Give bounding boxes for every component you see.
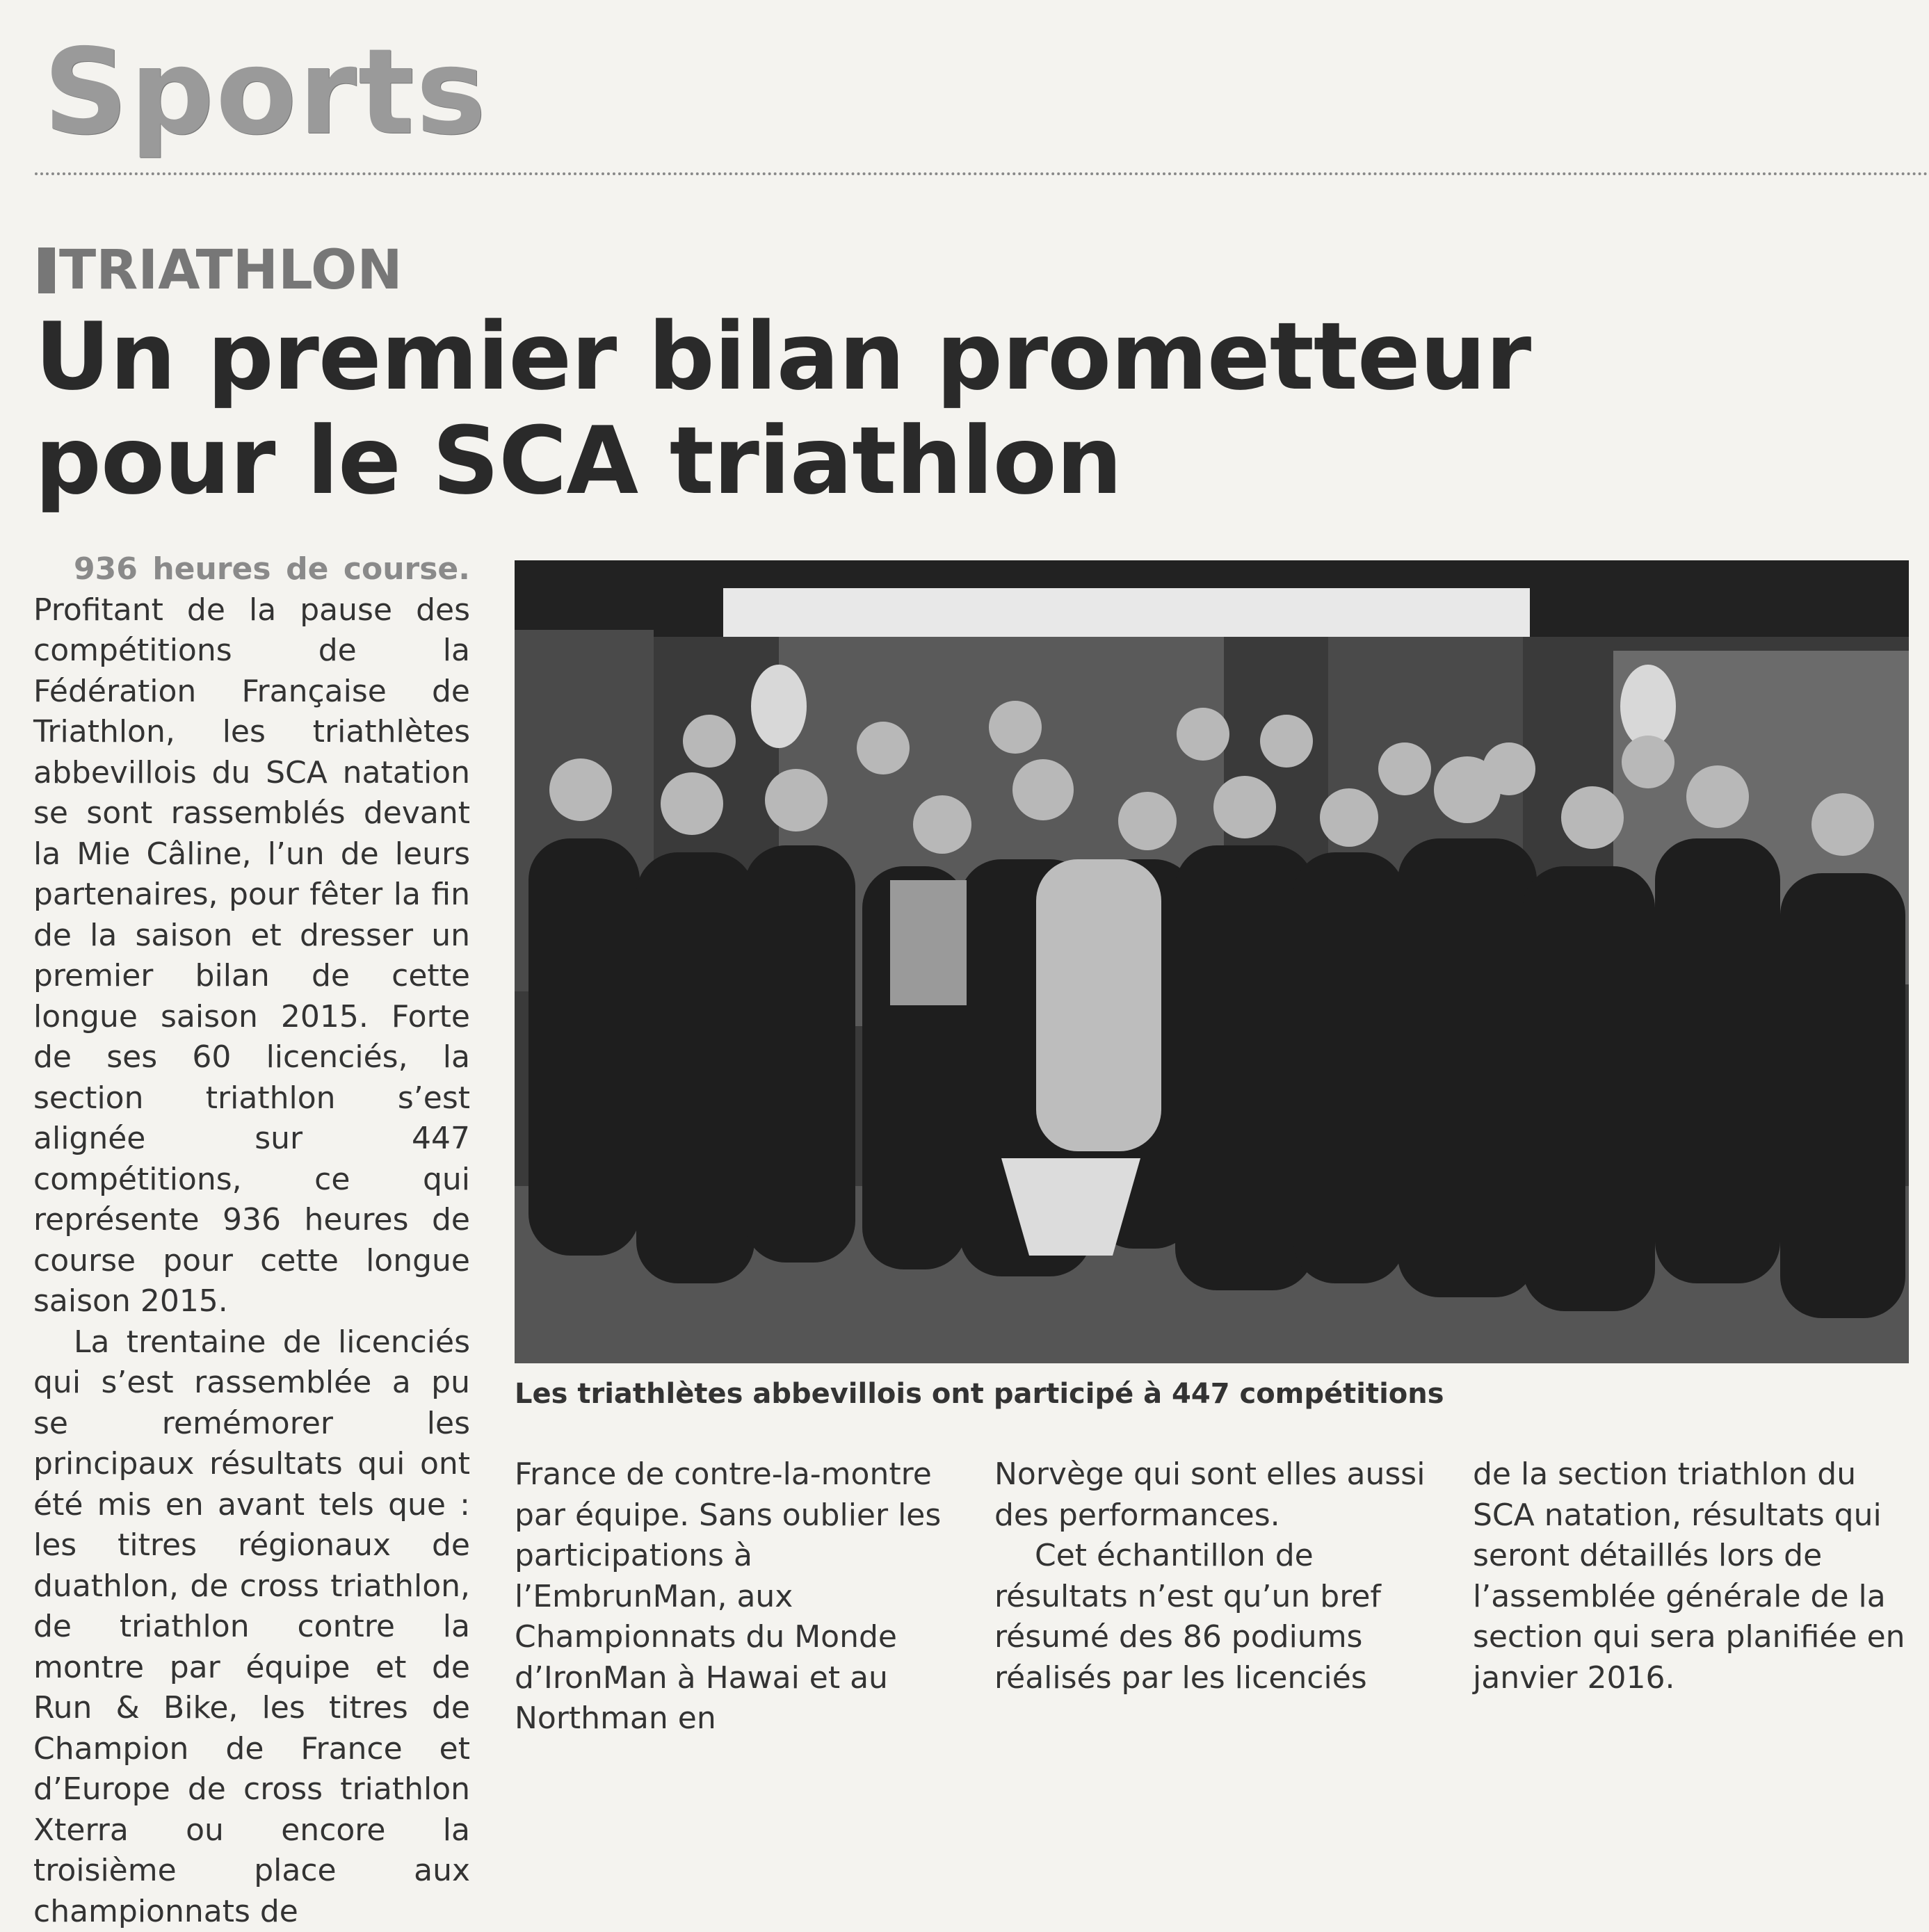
- article-headline: [35, 305, 1531, 513]
- paragraph-3: France de contre-la-montre par équipe. Sans oublier les participations à l’EmbrunMan, aux Championnats du Monde d’IronMan à Hawai et au Northman en: [515, 1454, 951, 1739]
- lead-in: 936 heures de course.: [33, 551, 470, 587]
- headline-line-2: pour le SCA triathlon: [35, 409, 1531, 513]
- photo-caption: Les triathlètes abbevillois ont participé à 447 compétitions: [515, 1378, 1444, 1410]
- section-title: Sports: [43, 33, 487, 152]
- article-column-3: [994, 1454, 1431, 1698]
- team-photo-illustration: [515, 560, 1909, 1363]
- paragraph-6: de la section triathlon du SCA natation, résultats qui seront détaillés lors de l’assemblée générale de la section qui sera planifiée en janvier 2016.: [1473, 1454, 1910, 1698]
- article-column-4: [1473, 1454, 1910, 1698]
- section-divider: [35, 172, 1929, 175]
- article-column-1: [33, 549, 470, 1932]
- article-kicker: [38, 243, 403, 298]
- paragraph-1: Profitant de la pause des compétitions de la Fédération Française de Triathlon, les triathlètes abbevillois du SCA natation se sont rassemblés devant la Mie Câline, l’un de leurs partenaires, pour fêter la fin de la saison et dresser un premier bilan de cette longue saison 2015. Forte de ses 60 licenciés, la section triathlon s’est alignée sur 447 compétitions, ce qui représente 936 heures de course pour cette longue saison 2015.: [33, 592, 470, 1320]
- headline-line-1: Un premier bilan prometteur: [35, 305, 1531, 409]
- team-photo: [515, 560, 1909, 1363]
- kicker-square-icon: [38, 247, 55, 293]
- kicker-label: TRIATHLON: [59, 243, 403, 298]
- paragraph-4: Norvège qui sont elles aussi des performances.: [994, 1454, 1431, 1536]
- paragraph-5: Cet échantillon de résultats n’est qu’un bref résumé des 86 podiums réalisés par les licenciés: [994, 1536, 1431, 1698]
- paragraph-2: La trentaine de licenciés qui s’est rassemblée a pu se remémorer les principaux résultats qui ont été mis en avant tels que : les titres régionaux de duathlon, de cross triathlon, de triathlon contre la montre par équipe et de Run & Bike, les titres de Champion de France et d’Europe de cross triathlon Xterra ou encore la troisième place aux championnats de: [33, 1322, 470, 1932]
- article-column-2: [515, 1454, 951, 1739]
